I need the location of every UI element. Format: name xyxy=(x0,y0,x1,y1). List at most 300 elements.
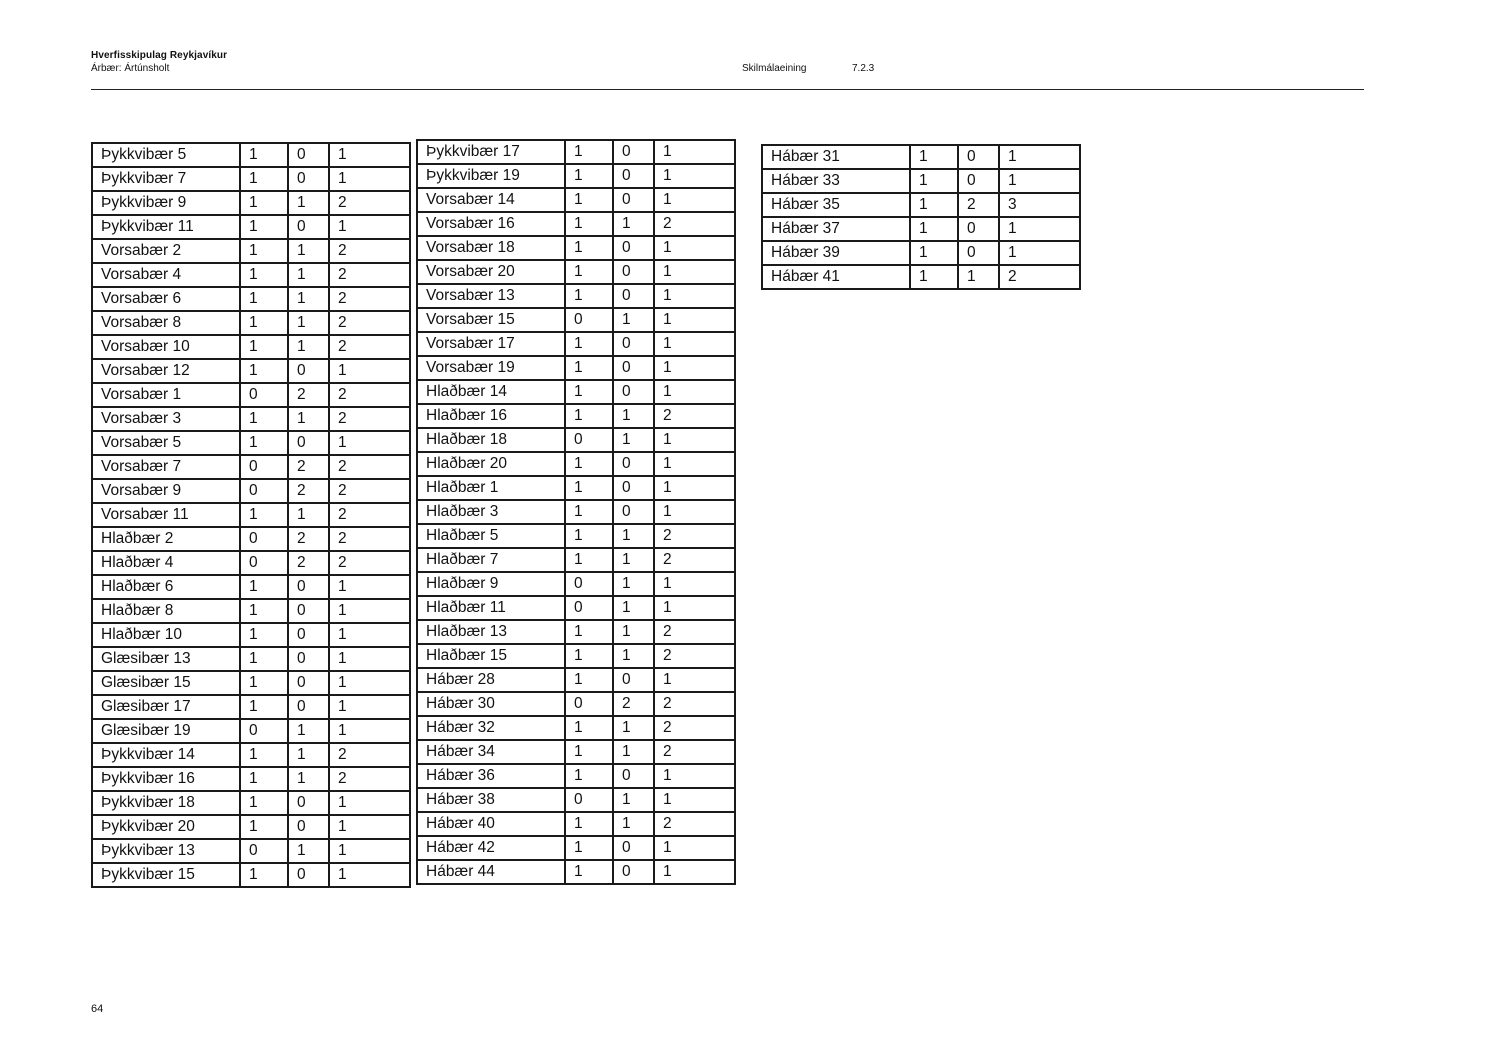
total-cell: 1 xyxy=(329,815,410,839)
table-row xyxy=(92,623,410,647)
total-cell: 2 xyxy=(654,692,735,716)
table-row xyxy=(92,575,410,599)
address-cell: Glæsibær 19 xyxy=(92,719,240,743)
value-cell-2: 1 xyxy=(613,308,654,332)
total-cell: 2 xyxy=(329,551,410,575)
address-cell: Hábær 34 xyxy=(417,740,565,764)
table-row xyxy=(417,740,735,764)
value-cell-2: 1 xyxy=(613,524,654,548)
value-cell-1: 1 xyxy=(240,599,288,623)
value-cell-2: 0 xyxy=(613,284,654,308)
value-cell-1: 1 xyxy=(565,716,613,740)
total-cell: 2 xyxy=(654,212,735,236)
total-cell: 1 xyxy=(654,356,735,380)
table-row xyxy=(417,572,735,596)
value-cell-2: 0 xyxy=(288,695,329,719)
address-cell: Hlaðbær 2 xyxy=(92,527,240,551)
address-cell: Hlaðbær 7 xyxy=(417,548,565,572)
value-cell-2: 1 xyxy=(288,407,329,431)
table-row xyxy=(417,644,735,668)
value-cell-1: 1 xyxy=(240,671,288,695)
table-row xyxy=(92,143,410,167)
table-row xyxy=(92,815,410,839)
value-cell-2: 0 xyxy=(288,431,329,455)
table-row xyxy=(92,455,410,479)
table-row xyxy=(417,380,735,404)
table-row xyxy=(92,503,410,527)
value-cell-1: 0 xyxy=(565,596,613,620)
value-cell-1: 1 xyxy=(240,263,288,287)
total-cell: 1 xyxy=(654,452,735,476)
value-cell-2: 1 xyxy=(288,335,329,359)
value-cell-1: 0 xyxy=(565,788,613,812)
total-cell: 1 xyxy=(329,575,410,599)
address-cell: Vorsabær 13 xyxy=(417,284,565,308)
total-cell: 1 xyxy=(329,719,410,743)
value-cell-2: 1 xyxy=(613,404,654,428)
value-cell-2: 0 xyxy=(288,359,329,383)
address-cell: Þykkvibær 11 xyxy=(92,215,240,239)
address-cell: Vorsabær 18 xyxy=(417,236,565,260)
address-cell: Vorsabær 6 xyxy=(92,287,240,311)
address-cell: Þykkvibær 16 xyxy=(92,767,240,791)
value-cell-2: 0 xyxy=(613,164,654,188)
value-cell-2: 0 xyxy=(613,836,654,860)
table-row xyxy=(417,404,735,428)
value-cell-2: 0 xyxy=(288,623,329,647)
total-cell: 1 xyxy=(329,791,410,815)
address-cell: Vorsabær 1 xyxy=(92,383,240,407)
table-row xyxy=(417,188,735,212)
total-cell: 3 xyxy=(999,193,1080,217)
value-cell-1: 1 xyxy=(910,265,958,289)
total-cell: 1 xyxy=(654,860,735,884)
value-cell-1: 1 xyxy=(565,740,613,764)
address-cell: Hlaðbær 10 xyxy=(92,623,240,647)
address-cell: Hlaðbær 5 xyxy=(417,524,565,548)
total-cell: 1 xyxy=(329,167,410,191)
address-cell: Vorsabær 2 xyxy=(92,239,240,263)
total-cell: 1 xyxy=(999,241,1080,265)
value-cell-1: 1 xyxy=(910,241,958,265)
total-cell: 1 xyxy=(999,217,1080,241)
value-cell-2: 0 xyxy=(958,217,999,241)
total-cell: 1 xyxy=(654,164,735,188)
address-cell: Vorsabær 11 xyxy=(92,503,240,527)
table-row xyxy=(92,335,410,359)
table-row xyxy=(417,548,735,572)
value-cell-2: 1 xyxy=(288,287,329,311)
value-cell-1: 1 xyxy=(240,647,288,671)
address-cell: Hábær 44 xyxy=(417,860,565,884)
table-row xyxy=(92,431,410,455)
total-cell: 2 xyxy=(654,740,735,764)
table-row xyxy=(417,596,735,620)
value-cell-2: 1 xyxy=(613,428,654,452)
total-cell: 1 xyxy=(329,839,410,863)
table-row xyxy=(417,836,735,860)
total-cell: 2 xyxy=(654,644,735,668)
document-subtitle: Árbær: Ártúnsholt xyxy=(91,63,170,74)
table-row xyxy=(417,500,735,524)
table-row xyxy=(92,719,410,743)
value-cell-1: 1 xyxy=(565,260,613,284)
value-cell-1: 0 xyxy=(240,527,288,551)
address-cell: Hábær 28 xyxy=(417,668,565,692)
total-cell: 2 xyxy=(329,191,410,215)
table-row xyxy=(92,191,410,215)
address-cell: Hábær 31 xyxy=(762,145,910,169)
table-row xyxy=(417,308,735,332)
value-cell-1: 0 xyxy=(240,479,288,503)
address-cell: Hlaðbær 6 xyxy=(92,575,240,599)
document-title: Hverfisskipulag Reykjavíkur xyxy=(91,50,228,61)
value-cell-2: 0 xyxy=(613,764,654,788)
value-cell-2: 2 xyxy=(288,455,329,479)
total-cell: 2 xyxy=(654,524,735,548)
address-cell: Hábær 40 xyxy=(417,812,565,836)
value-cell-1: 0 xyxy=(565,308,613,332)
total-cell: 1 xyxy=(329,599,410,623)
table-row xyxy=(762,241,1080,265)
total-cell: 2 xyxy=(329,479,410,503)
value-cell-2: 0 xyxy=(288,167,329,191)
value-cell-2: 1 xyxy=(288,719,329,743)
table-row xyxy=(417,764,735,788)
total-cell: 1 xyxy=(654,260,735,284)
address-cell: Hlaðbær 16 xyxy=(417,404,565,428)
address-cell: Hlaðbær 15 xyxy=(417,644,565,668)
total-cell: 2 xyxy=(329,743,410,767)
address-cell: Glæsibær 13 xyxy=(92,647,240,671)
table-row xyxy=(92,863,410,887)
value-cell-2: 0 xyxy=(613,140,654,164)
value-cell-2: 1 xyxy=(288,263,329,287)
total-cell: 2 xyxy=(329,527,410,551)
address-cell: Hábær 41 xyxy=(762,265,910,289)
value-cell-1: 1 xyxy=(240,431,288,455)
value-cell-1: 1 xyxy=(240,503,288,527)
table-row xyxy=(92,839,410,863)
table-row xyxy=(92,647,410,671)
total-cell: 2 xyxy=(329,311,410,335)
table-row xyxy=(92,167,410,191)
total-cell: 1 xyxy=(654,788,735,812)
total-cell: 2 xyxy=(329,263,410,287)
value-cell-1: 1 xyxy=(240,791,288,815)
value-cell-1: 1 xyxy=(240,815,288,839)
address-cell: Þykkvibær 14 xyxy=(92,743,240,767)
value-cell-1: 1 xyxy=(240,143,288,167)
value-cell-2: 0 xyxy=(288,671,329,695)
value-cell-2: 0 xyxy=(288,599,329,623)
table-row xyxy=(417,284,735,308)
table-row xyxy=(92,383,410,407)
address-cell: Glæsibær 15 xyxy=(92,671,240,695)
address-cell: Vorsabær 20 xyxy=(417,260,565,284)
table-row xyxy=(92,767,410,791)
value-cell-2: 0 xyxy=(613,236,654,260)
total-cell: 1 xyxy=(654,572,735,596)
value-cell-1: 0 xyxy=(565,572,613,596)
address-cell: Hlaðbær 13 xyxy=(417,620,565,644)
address-cell: Þykkvibær 5 xyxy=(92,143,240,167)
total-cell: 2 xyxy=(329,239,410,263)
total-cell: 1 xyxy=(654,140,735,164)
address-cell: Hlaðbær 20 xyxy=(417,452,565,476)
total-cell: 1 xyxy=(654,500,735,524)
address-cell: Vorsabær 5 xyxy=(92,431,240,455)
value-cell-1: 1 xyxy=(240,239,288,263)
table-row xyxy=(92,551,410,575)
address-cell: Hábær 30 xyxy=(417,692,565,716)
value-cell-1: 1 xyxy=(565,548,613,572)
value-cell-1: 1 xyxy=(565,860,613,884)
address-cell: Vorsabær 17 xyxy=(417,332,565,356)
table-row xyxy=(762,265,1080,289)
value-cell-1: 1 xyxy=(565,356,613,380)
value-cell-2: 0 xyxy=(613,356,654,380)
total-cell: 1 xyxy=(999,145,1080,169)
value-cell-2: 1 xyxy=(288,311,329,335)
address-cell: Þykkvibær 20 xyxy=(92,815,240,839)
total-cell: 1 xyxy=(329,863,410,887)
value-cell-1: 1 xyxy=(565,404,613,428)
address-cell: Hábær 33 xyxy=(762,169,910,193)
value-cell-1: 0 xyxy=(240,383,288,407)
address-cell: Glæsibær 17 xyxy=(92,695,240,719)
value-cell-1: 1 xyxy=(240,407,288,431)
value-cell-2: 1 xyxy=(613,212,654,236)
address-cell: Hábær 38 xyxy=(417,788,565,812)
total-cell: 1 xyxy=(654,596,735,620)
address-cell: Þykkvibær 9 xyxy=(92,191,240,215)
total-cell: 1 xyxy=(329,695,410,719)
address-cell: Hlaðbær 11 xyxy=(417,596,565,620)
table-row xyxy=(417,260,735,284)
total-cell: 1 xyxy=(654,380,735,404)
value-cell-2: 1 xyxy=(613,548,654,572)
total-cell: 2 xyxy=(329,455,410,479)
total-cell: 2 xyxy=(654,548,735,572)
table-row xyxy=(92,287,410,311)
value-cell-1: 1 xyxy=(565,668,613,692)
total-cell: 1 xyxy=(329,359,410,383)
value-cell-1: 1 xyxy=(565,140,613,164)
table-row xyxy=(417,692,735,716)
table-row xyxy=(417,236,735,260)
table-row xyxy=(92,743,410,767)
address-cell: Hábær 42 xyxy=(417,836,565,860)
value-cell-1: 1 xyxy=(240,335,288,359)
value-cell-1: 1 xyxy=(565,188,613,212)
value-cell-2: 1 xyxy=(288,743,329,767)
total-cell: 1 xyxy=(654,332,735,356)
address-cell: Þykkvibær 7 xyxy=(92,167,240,191)
value-cell-2: 1 xyxy=(613,716,654,740)
value-cell-1: 1 xyxy=(565,644,613,668)
total-cell: 2 xyxy=(329,383,410,407)
table-row xyxy=(417,428,735,452)
total-cell: 1 xyxy=(329,431,410,455)
value-cell-2: 1 xyxy=(613,644,654,668)
address-cell: Þykkvibær 15 xyxy=(92,863,240,887)
value-cell-2: 0 xyxy=(613,500,654,524)
value-cell-2: 0 xyxy=(613,860,654,884)
value-cell-1: 1 xyxy=(240,287,288,311)
address-cell: Hlaðbær 3 xyxy=(417,500,565,524)
total-cell: 1 xyxy=(654,476,735,500)
table-row xyxy=(92,263,410,287)
total-cell: 1 xyxy=(329,671,410,695)
value-cell-2: 2 xyxy=(958,193,999,217)
value-cell-1: 1 xyxy=(565,284,613,308)
address-cell: Hábær 39 xyxy=(762,241,910,265)
value-cell-2: 0 xyxy=(613,332,654,356)
value-cell-1: 1 xyxy=(565,620,613,644)
address-table-2 xyxy=(416,139,736,885)
table-row xyxy=(92,311,410,335)
value-cell-1: 1 xyxy=(240,191,288,215)
value-cell-1: 1 xyxy=(240,743,288,767)
table-row xyxy=(417,668,735,692)
total-cell: 1 xyxy=(999,169,1080,193)
value-cell-2: 0 xyxy=(613,476,654,500)
value-cell-2: 0 xyxy=(613,260,654,284)
total-cell: 1 xyxy=(654,284,735,308)
value-cell-2: 2 xyxy=(613,692,654,716)
address-cell: Hlaðbær 18 xyxy=(417,428,565,452)
page-number: 64 xyxy=(91,1003,104,1015)
total-cell: 2 xyxy=(329,767,410,791)
table-row xyxy=(417,860,735,884)
value-cell-2: 0 xyxy=(613,188,654,212)
value-cell-2: 0 xyxy=(288,647,329,671)
table-row xyxy=(92,215,410,239)
value-cell-1: 1 xyxy=(910,217,958,241)
total-cell: 2 xyxy=(329,407,410,431)
address-cell: Hábær 37 xyxy=(762,217,910,241)
total-cell: 1 xyxy=(654,236,735,260)
table-row xyxy=(92,695,410,719)
address-cell: Hlaðbær 8 xyxy=(92,599,240,623)
address-cell: Þykkvibær 13 xyxy=(92,839,240,863)
address-cell: Vorsabær 12 xyxy=(92,359,240,383)
address-cell: Vorsabær 3 xyxy=(92,407,240,431)
value-cell-2: 1 xyxy=(613,788,654,812)
address-cell: Vorsabær 4 xyxy=(92,263,240,287)
value-cell-1: 1 xyxy=(240,359,288,383)
address-cell: Vorsabær 15 xyxy=(417,308,565,332)
total-cell: 1 xyxy=(654,308,735,332)
address-cell: Vorsabær 10 xyxy=(92,335,240,359)
value-cell-1: 1 xyxy=(565,332,613,356)
total-cell: 1 xyxy=(654,188,735,212)
table-row xyxy=(92,239,410,263)
value-cell-2: 2 xyxy=(288,479,329,503)
table-row xyxy=(762,169,1080,193)
value-cell-2: 0 xyxy=(288,863,329,887)
section-number: 7.2.3 xyxy=(852,63,875,74)
value-cell-1: 1 xyxy=(240,623,288,647)
value-cell-2: 1 xyxy=(288,503,329,527)
value-cell-2: 2 xyxy=(288,383,329,407)
value-cell-1: 1 xyxy=(565,164,613,188)
value-cell-1: 1 xyxy=(565,764,613,788)
table-row xyxy=(92,791,410,815)
table-row xyxy=(762,193,1080,217)
table-row xyxy=(762,217,1080,241)
value-cell-2: 1 xyxy=(288,191,329,215)
address-cell: Hlaðbær 1 xyxy=(417,476,565,500)
value-cell-2: 0 xyxy=(958,241,999,265)
value-cell-1: 1 xyxy=(565,500,613,524)
value-cell-2: 0 xyxy=(288,791,329,815)
total-cell: 2 xyxy=(654,620,735,644)
address-cell: Hlaðbær 14 xyxy=(417,380,565,404)
address-cell: Vorsabær 14 xyxy=(417,188,565,212)
table-row xyxy=(92,527,410,551)
value-cell-2: 1 xyxy=(288,839,329,863)
address-cell: Vorsabær 8 xyxy=(92,311,240,335)
value-cell-1: 1 xyxy=(565,212,613,236)
value-cell-1: 1 xyxy=(565,476,613,500)
value-cell-1: 1 xyxy=(910,169,958,193)
total-cell: 2 xyxy=(654,716,735,740)
address-cell: Hlaðbær 4 xyxy=(92,551,240,575)
value-cell-1: 1 xyxy=(565,836,613,860)
address-cell: Hábær 35 xyxy=(762,193,910,217)
table-row xyxy=(417,476,735,500)
value-cell-1: 0 xyxy=(240,839,288,863)
address-cell: Þykkvibær 17 xyxy=(417,140,565,164)
address-table-3 xyxy=(761,144,1081,290)
table-row xyxy=(417,788,735,812)
table-row xyxy=(417,620,735,644)
value-cell-2: 0 xyxy=(958,145,999,169)
value-cell-1: 1 xyxy=(240,215,288,239)
table-row xyxy=(417,812,735,836)
total-cell: 2 xyxy=(329,335,410,359)
value-cell-1: 1 xyxy=(910,145,958,169)
total-cell: 1 xyxy=(329,647,410,671)
address-cell: Vorsabær 9 xyxy=(92,479,240,503)
value-cell-2: 1 xyxy=(288,239,329,263)
value-cell-2: 1 xyxy=(613,572,654,596)
value-cell-2: 1 xyxy=(613,740,654,764)
value-cell-1: 0 xyxy=(240,551,288,575)
header-divider xyxy=(91,89,1364,90)
table-row xyxy=(417,452,735,476)
value-cell-2: 0 xyxy=(288,215,329,239)
value-cell-1: 1 xyxy=(240,575,288,599)
table-row xyxy=(417,716,735,740)
address-cell: Hábær 36 xyxy=(417,764,565,788)
table-row xyxy=(417,524,735,548)
value-cell-2: 2 xyxy=(288,527,329,551)
address-cell: Þykkvibær 18 xyxy=(92,791,240,815)
value-cell-2: 1 xyxy=(288,767,329,791)
value-cell-2: 0 xyxy=(958,169,999,193)
address-cell: Vorsabær 7 xyxy=(92,455,240,479)
total-cell: 2 xyxy=(654,812,735,836)
value-cell-1: 0 xyxy=(565,692,613,716)
value-cell-1: 1 xyxy=(240,167,288,191)
value-cell-1: 1 xyxy=(240,863,288,887)
table-row xyxy=(92,671,410,695)
value-cell-1: 1 xyxy=(565,380,613,404)
section-label: Skilmálaeining xyxy=(742,63,807,74)
